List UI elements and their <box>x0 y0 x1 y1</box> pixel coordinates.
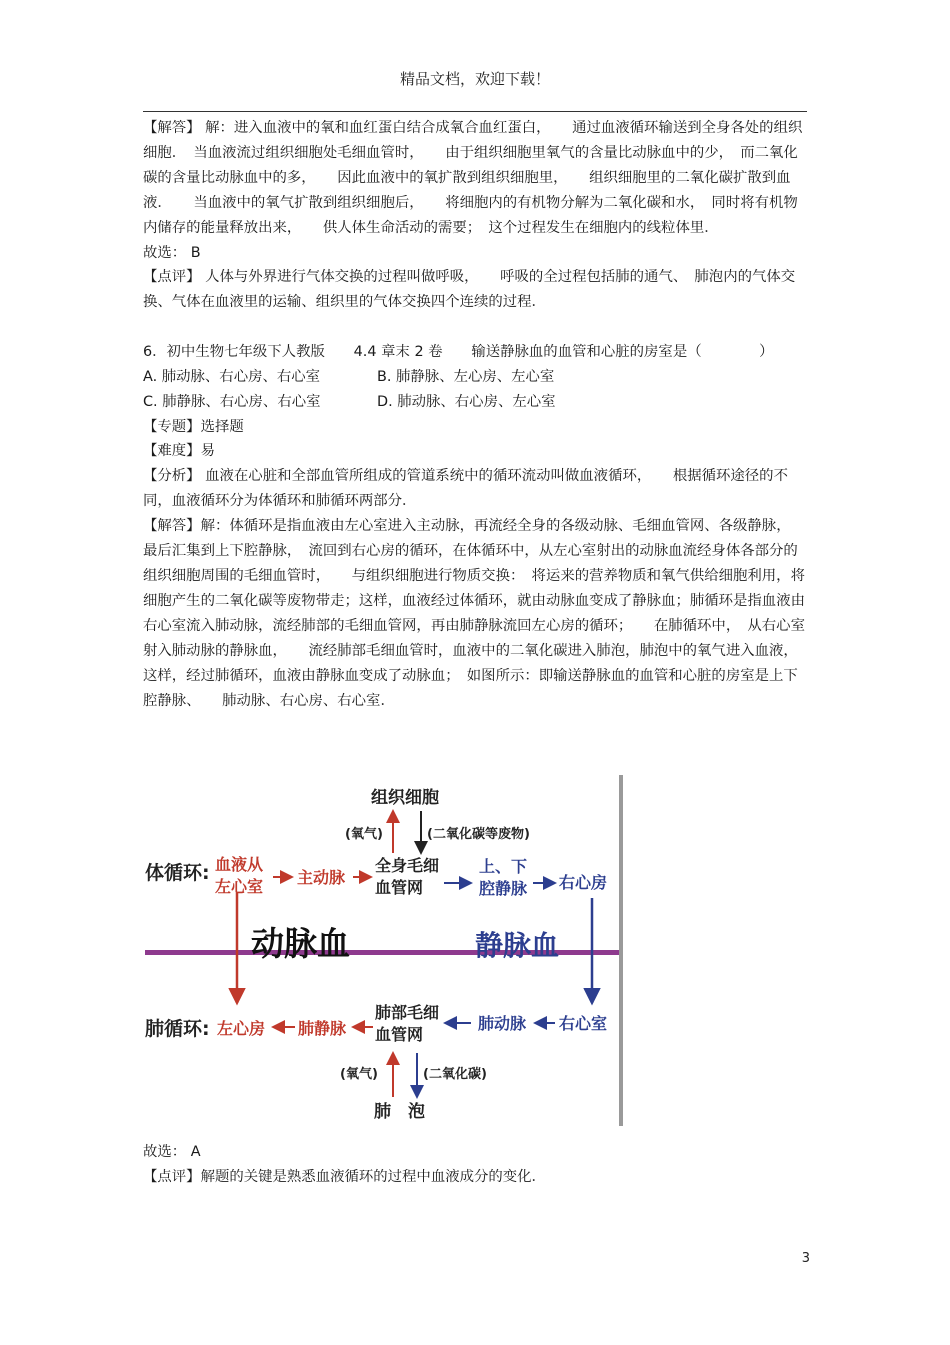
blood-circulation-diagram <box>145 775 623 1126</box>
option-c: C. 肺静脉、右心房、右心室 <box>143 393 321 410</box>
label-arterial-blood: 动脉血 <box>251 924 350 963</box>
page-number: 3 <box>801 1251 810 1266</box>
label-blood-from-lv-2: 左心室 <box>215 877 264 896</box>
label-alveoli: 肺 泡 <box>374 1102 425 1122</box>
label-right-atrium: 右心房 <box>559 873 608 892</box>
label-co2-bottom: (二氧化碳) <box>423 1067 487 1082</box>
label-vena-cava-1: 上、下 <box>479 857 528 876</box>
prev-comment: 【点评】 人体与外界进行气体交换的过程叫做呼吸， 呼吸的全过程包括肺的通气、 肺泡内的气体交换、气体在血液里的运输、组织里的气体交换四个连续的过程． <box>143 269 796 311</box>
answer-choice: 故选： A <box>143 1144 201 1160</box>
diagram-right-border <box>619 775 623 1126</box>
label-pulmonary: 肺循环: <box>145 1018 210 1040</box>
answer-comment: 【点评】解题的关键是熟悉血液循环的过程中血液成分的变化． <box>143 1168 546 1185</box>
option-d: D. 肺动脉、右心房、左心室 <box>377 393 556 410</box>
option-b: B. 肺静脉、左心房、左心室 <box>377 368 555 385</box>
header-rule <box>143 111 807 112</box>
spacer <box>143 315 807 340</box>
label-blood-from-lv-1: 血液从 <box>215 855 264 874</box>
page-header: 精品文档，欢迎下载！ <box>399 70 550 88</box>
label-lung-capillaries-2: 血管网 <box>375 1025 424 1044</box>
prev-choice: 故选： B <box>143 244 201 261</box>
label-oxygen-bottom: (氧气) <box>340 1067 378 1082</box>
label-co2-waste: (二氧化碳等废物) <box>427 827 530 842</box>
question-analysis: 【分析】 血液在心脏和全部血管所组成的管道系统中的循环流动叫做血液循环， 根据循环途径的不同，血液循环分为体循环和肺循环两部分． <box>143 468 788 510</box>
label-pulmonary-artery: 肺动脉 <box>478 1014 527 1033</box>
prev-answer: 【解答】 解：进入血液中的氧和血红蛋白结合成氧合血红蛋白， 通过血液循环输送到全身各处的组织细胞． 当血液流过组织细胞处毛细血管时， 由于组织细胞里氧气的含量比动脉血中的少， 而二氧化碳的含量比动脉血中的多， 因此血液中的氧扩散到组织细胞里， 组织细胞里的二氧化碳扩散到血液． 当血液中的氧气扩散到组织细胞后， 将细胞内的有机物分解为二氧化碳和水， 同时将有机物内储存的能量释放出来， 供人体生命活动的需要； 这个过程发生在细胞内的线粒体里． <box>143 120 803 236</box>
label-venous-blood: 静脉血 <box>475 929 560 962</box>
label-vena-cava-2: 腔静脉 <box>479 879 528 898</box>
options-row-2 <box>143 390 807 415</box>
options-row-1 <box>143 365 807 390</box>
label-systemic: 体循环: <box>145 862 210 884</box>
option-a: A. 肺动脉、右心房、右心室 <box>143 368 321 385</box>
answer-section <box>143 1140 807 1190</box>
label-oxygen-top: (氧气) <box>345 827 383 842</box>
label-left-atrium: 左心房 <box>217 1019 266 1038</box>
label-right-ventricle: 右心室 <box>559 1014 608 1033</box>
label-aorta: 主动脉 <box>297 868 346 887</box>
label-body-capillaries-1: 全身毛细 <box>375 856 440 875</box>
label-body-capillaries-2: 血管网 <box>375 878 424 897</box>
label-pulmonary-vein: 肺静脉 <box>298 1019 347 1038</box>
page-content <box>143 116 807 713</box>
question-stem: 6．初中生物七年级下人教版 4.4 章末 2 卷 输送静脉血的血管和心脏的房室是（ ） <box>143 343 774 360</box>
label-tissue-cells: 组织细胞 <box>371 788 439 808</box>
question-topic: 【专题】选择题 <box>143 418 244 435</box>
question-answer: 【解答】解：体循环是指血液由左心室进入主动脉，再流经全身的各级动脉、毛细血管网、各级静脉， 最后汇集到上下腔静脉， 流回到右心房的循环，在体循环中，从左心室射出的动脉血流经身体各部分的组织细胞周围的毛细血管时， 与组织细胞进行物质交换： 将运来的营养物质和氧气供给细胞利用，将细胞产生的二氧化碳等废物带走；这样，血液经过体循环，就由动脉血变成了静脉血；肺循环是指血液由右心室流入肺动脉，流经肺部的毛细血管网，再由肺静脉流回左心房的循环； 在肺循环中， 从右心室射入肺动脉的静脉血， 流经肺部毛细血管时，血液中的二氧化碳进入肺泡，肺泡中的氧气进入血液，这样，经过肺循环，血液由静脉血变成了动脉血； 如图所示：即输送静脉血的血管和心脏的房室是上下腔静脉、 肺动脉、右心房、右心室． <box>143 518 805 709</box>
label-lung-capillaries-1: 肺部毛细 <box>375 1003 440 1022</box>
question-difficulty: 【难度】易 <box>143 443 215 460</box>
